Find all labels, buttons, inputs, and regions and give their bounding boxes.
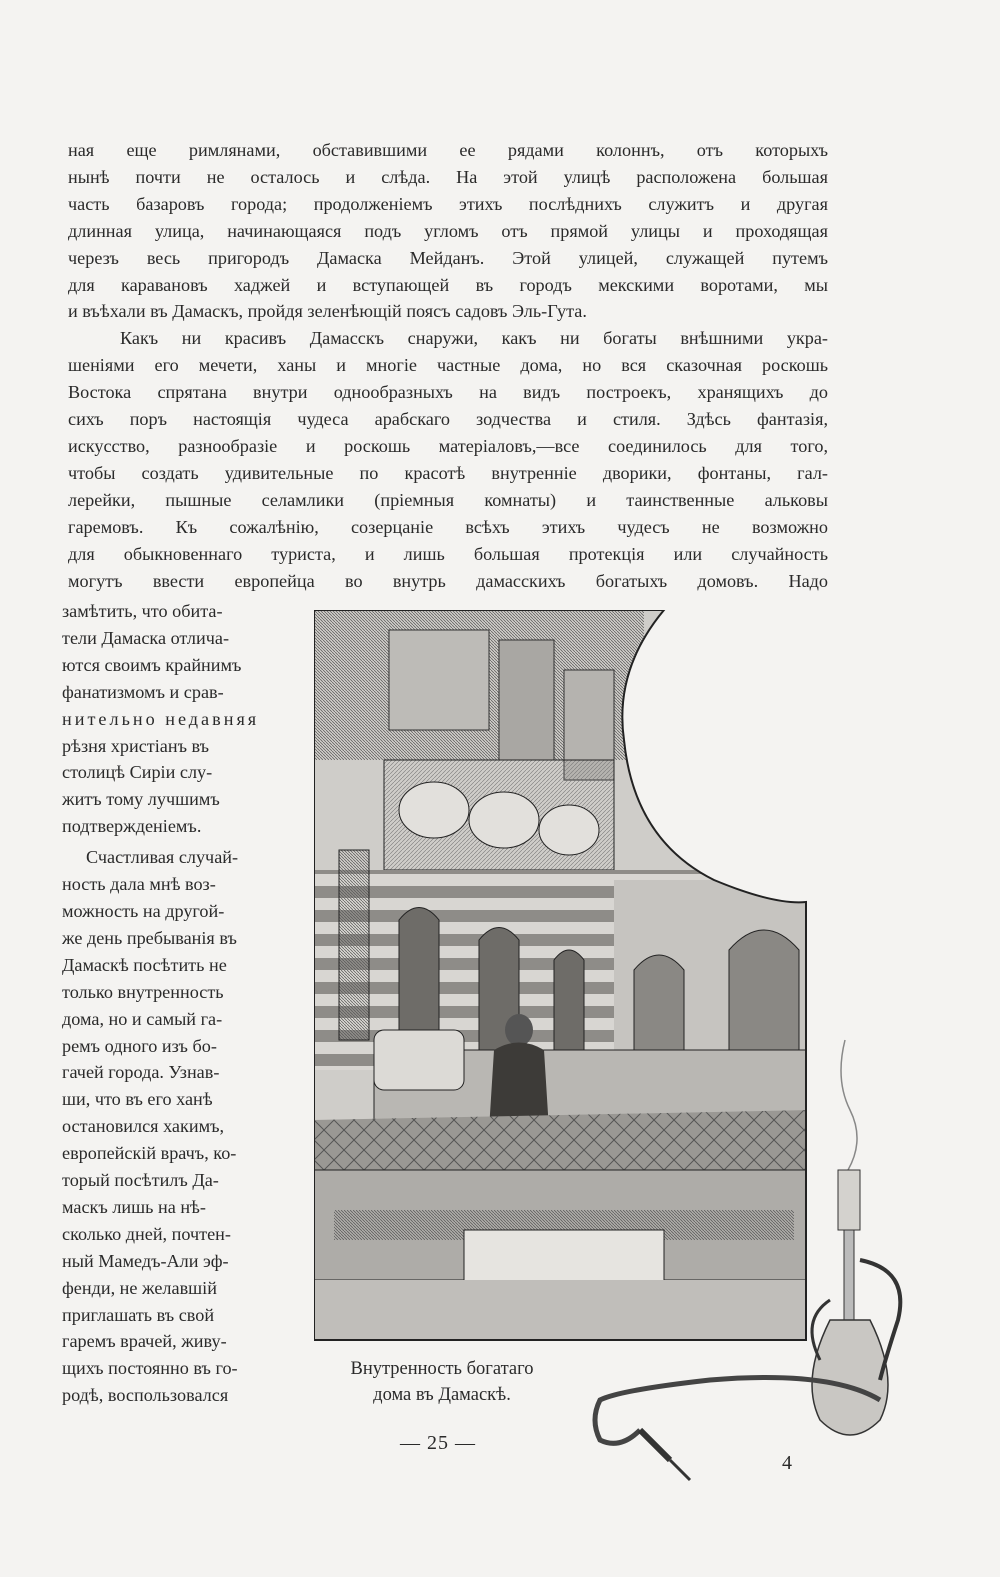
text-line: фенди, не желавшій: [62, 1277, 217, 1298]
page-number: — 25 —: [400, 1432, 476, 1454]
top-text-block: [68, 137, 828, 594]
caption-line: Внутренность богатаго: [350, 1359, 534, 1379]
text-line: европейскій врачъ, ко-: [62, 1143, 237, 1164]
text-line: замѣтить, что обита-: [62, 601, 223, 621]
text-line: ются своимъ крайнимъ: [62, 654, 242, 675]
signature-mark: 4: [782, 1452, 792, 1474]
text-line: фанатизмомъ и срав-: [62, 681, 224, 702]
text-line: маскъ лишь на нѣ-: [62, 1196, 206, 1217]
text-line: ремъ одного изъ бо-: [62, 1035, 217, 1056]
text-line: житъ тому лучшимъ: [62, 789, 220, 810]
text-line: ши, что въ его ханѣ: [62, 1089, 213, 1110]
text-line: гаремовъ. Къ сожалѣнію, созерцаніе всѣхъ этихъ чудесъ не возможно: [68, 516, 828, 537]
text-line: столицѣ Сиріи слу-: [62, 762, 213, 783]
text-line: лерейки, пышные селамлики (пріемныя комнаты) и таинственные альковы: [68, 489, 828, 510]
text-line: ность дала мнѣ воз-: [62, 874, 216, 895]
text-line: сихъ поръ настоящія чудеса арабскаго зодчества и стиля. Здѣсь фантазія,: [68, 409, 828, 430]
paragraph-1: [68, 137, 828, 325]
text-line: для обыкновеннаго туриста, и лишь большая протекція или случайность: [68, 543, 828, 564]
caption-line: дома въ Дамаскѣ.: [373, 1385, 511, 1405]
paragraph-3: [62, 598, 282, 840]
paragraph-4: [62, 844, 282, 1409]
text-line: подтвержденіемъ.: [62, 816, 202, 837]
text-line: Какъ ни красивъ Дамасскъ снаружи, какъ ни богаты внѣшними укра-: [120, 328, 828, 349]
text-line: для каравановъ хаджей и вступающей въ городъ мекскими воротами, мы: [68, 274, 828, 295]
text-line: и въѣхали въ Дамаскъ, пройдя зеленѣющій поясъ садовъ Эль-Гута.: [68, 301, 587, 322]
side-text-column: [62, 598, 282, 1409]
text-line: чтобы создать удивительные по красотѣ внутренніе дворики, фонтаны, гал-: [68, 462, 828, 483]
text-line: нынѣ почти не осталось и слѣда. На этой улицѣ расположена большая: [68, 166, 828, 187]
text-line: часть базаровъ города; продолженіемъ этихъ послѣднихъ служитъ и другая: [68, 193, 828, 214]
text-line: гачей города. Узнав-: [62, 1062, 220, 1083]
text-line: могутъ ввести европейца во внутрь дамасскихъ богатыхъ домовъ. Надо: [68, 570, 828, 591]
text-line: Счастливая случай-: [86, 847, 239, 868]
text-line: можность на другой-: [62, 900, 225, 921]
paragraph-2: [68, 325, 828, 594]
text-line: ный Мамедъ-Али эф-: [62, 1250, 229, 1271]
text-line: нительно недавняя: [62, 708, 260, 729]
illustration-caption: [322, 1356, 562, 1408]
text-line: же день пребыванія въ: [62, 927, 237, 948]
text-line: родѣ, воспользовался: [62, 1385, 229, 1406]
text-line: приглашать въ свой: [62, 1304, 215, 1325]
text-line: Дамаскѣ посѣтить не: [62, 954, 227, 975]
text-line: тели Дамаска отлича-: [62, 627, 229, 648]
text-line: искусство, разнообразіе и роскошь матеріаловъ,—все соединилось для того,: [68, 435, 828, 456]
hookah-icon: [580, 1020, 910, 1490]
text-line: ная еще римлянами, обставившими ее рядами колоннъ, отъ которыхъ: [68, 140, 828, 160]
text-line: только внутренность: [62, 981, 224, 1002]
text-line: торый посѣтилъ Да-: [62, 1170, 219, 1191]
text-line: дома, но и самый га-: [62, 1008, 223, 1029]
text-line: шеніями его мечети, ханы и многіе частные дома, но вся сказочная роскошь: [68, 355, 828, 376]
text-line: рѣзня христіанъ въ: [62, 735, 210, 756]
text-line: черезъ весь пригородъ Дамаска Мейданъ. Этой улицей, служащей путемъ: [68, 247, 828, 268]
text-line: щихъ постоянно въ го-: [62, 1358, 238, 1379]
text-line: гаремъ врачей, живу-: [62, 1331, 227, 1352]
text-line: сколько дней, почтен-: [62, 1223, 231, 1244]
text-line: остановился хакимъ,: [62, 1116, 225, 1137]
text-line: Востока спрятана внутри однообразныхъ на видъ построекъ, хранящихъ до: [68, 382, 828, 403]
text-line: длинная улица, начинающаяся подъ угломъ отъ прямой улицы и проходящая: [68, 220, 828, 241]
